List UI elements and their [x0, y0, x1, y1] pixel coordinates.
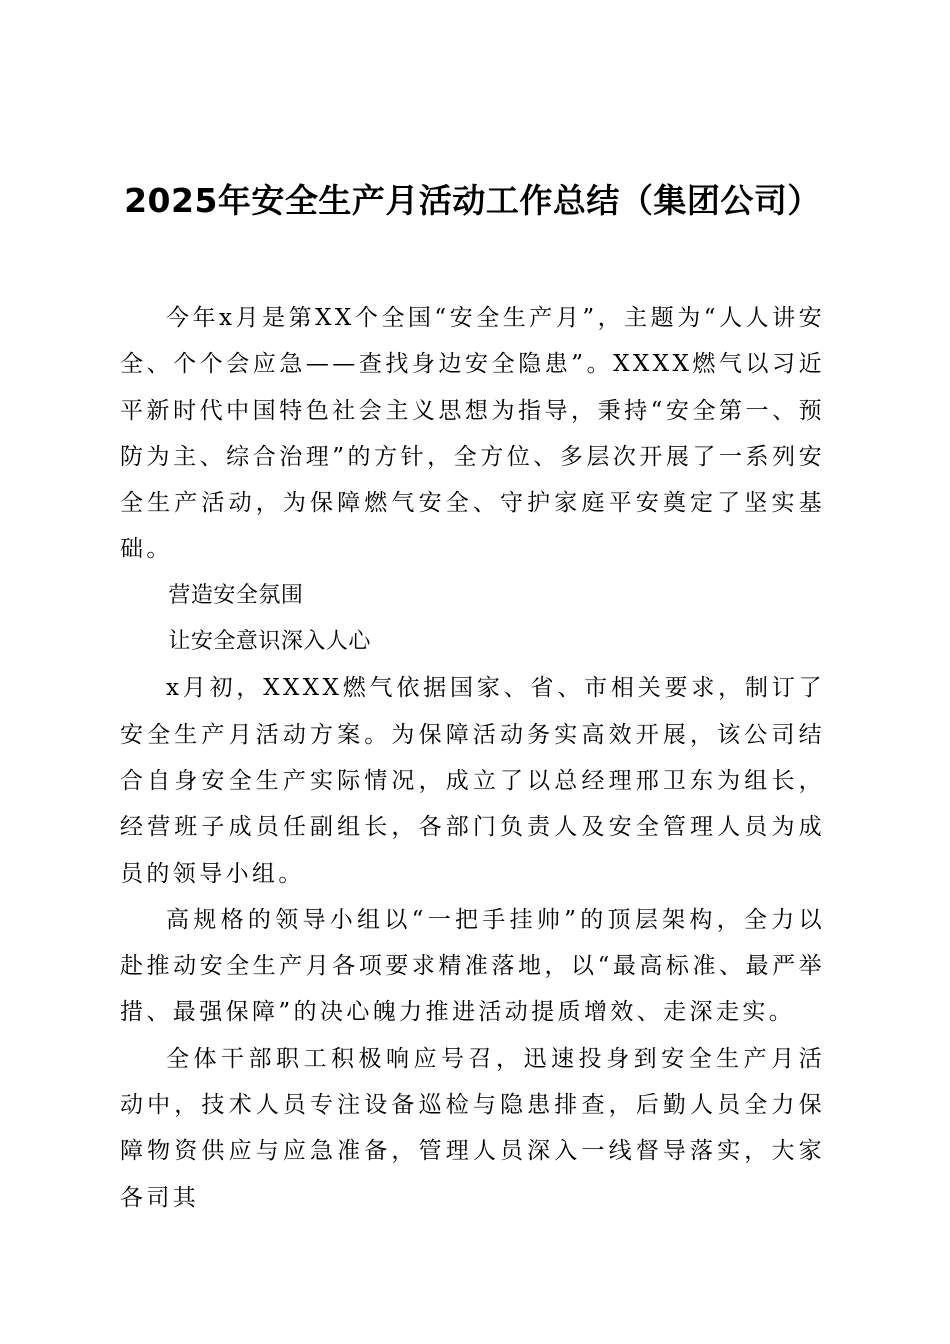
section-heading: 营造安全氛围	[168, 582, 304, 608]
body-paragraph-3: 全体干部职工积极响应号召，迅速投身到安全生产月活动中，技术人员专注设备巡检与隐患排查，后勤人员全力保障物资供应与应急准备，管理人员深入一线督导落实，大家各司其	[120, 1045, 825, 1211]
body-paragraph-1: x月初，XXXX燃气依据国家、省、市相关要求，制订了安全生产月活动方案。为保障活动务实高效开展，该公司结合自身安全生产实际情况，成立了以总经理邢卫东为组长，经营班子成员任副组长，各部门负责人及安全管理人员为成员的领导小组。	[120, 675, 825, 887]
intro-paragraph: 今年x月是第XX个全国“安全生产月”，主题为“人人讲安全、个个会应急——查找身边安全隐患”。XXXX燃气以习近平新时代中国特色社会主义思想为指导，秉持“安全第一、预防为主、综合治理”的方针，全方位、多层次开展了一系列安全生产活动，为保障燃气安全、守护家庭平安奠定了坚实基础。	[120, 305, 825, 563]
document-page	[120, 180, 825, 1221]
body-paragraph-2: 高规格的领导小组以“一把手挂帅”的顶层架构，全力以赴推动安全生产月各项要求精准落地，以“最高标准、最严举措、最强保障”的决心魄力推进活动提质增效、走深走实。	[120, 906, 825, 1026]
document-title: 2025年安全生产月活动工作总结（集团公司）	[124, 181, 821, 220]
section-subheading: 让安全意识深入人心	[168, 629, 371, 655]
